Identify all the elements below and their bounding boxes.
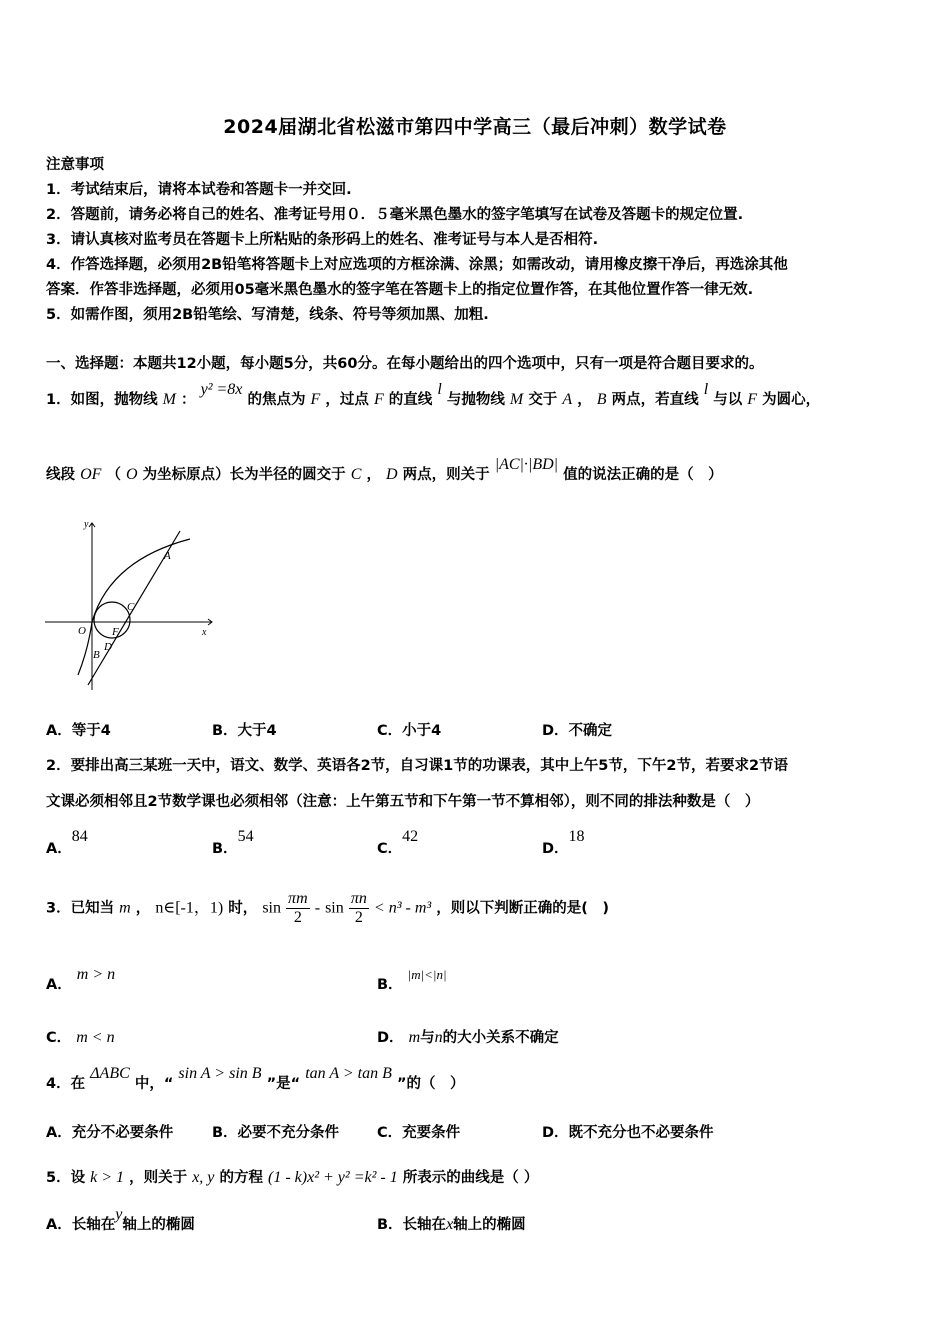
question-4: 4．在 ΔABC 中，“ sin A > sin B ”是“ tan A > tan B ”的（ ） [46,1065,465,1092]
question-2-line-2: 文课必须相邻且2节数学课也必须相邻（注意：上午第五节和下午第一节不算相邻），则不同的排法种数是（ ） [46,794,760,810]
label-b: B [93,649,100,661]
q5-option-a: A．长轴在y轴上的椭圆 [46,1206,195,1233]
product-expression: |AC|·|BD| [494,456,559,473]
q4-option-a: A．充分不必要条件 [46,1125,174,1141]
q1-option-a: A．等于4 [46,723,111,739]
curve-equation: (1 - k)x² + y² =k² - 1 [268,1169,398,1186]
q1-option-b: B．大于4 [212,723,277,739]
q2-option-a: A．84 [46,828,88,857]
question-1-line-2: 线段 OF （ O 为坐标原点）长为半径的圆交于 C ， D 两点，则关于 |AC|·|BD| 值的说法正确的是（ ） [46,456,723,483]
label-a: A [164,550,171,562]
question-5: 5．设 k > 1 ，则关于 x, y 的方程 (1 - k)x² + y² =k² - 1 所表示的曲线是（ ） [46,1169,539,1186]
notice-heading: 注意事项 [46,157,104,173]
question-1-line-1: 1．如图，抛物线 M ： y² =8x 的焦点为 F ，过点 F 的直线 l 与抛物线 M 交于 A ， B 两点，若直线 l 与以 F 为圆心， [46,381,821,408]
question-3: 3．已知当 m ， n∈[-1，1) 时， sin $\frac{\pi m}{2}$ - sin $\frac{\pi n}{2}$ < n³ - m³ ，则以下判断正确的是( ) [46,890,609,926]
q3-option-d: D． m与n的大小关系不确定 [377,1029,559,1046]
notice-item: 3．请认真核对监考员在答题卡上所粘贴的条形码上的姓名、准考证号与本人是否相符. [46,232,599,248]
q2-option-b: B．54 [212,828,254,857]
q2-option-d: D．18 [542,828,585,857]
q3-option-c: C． m < n [46,1029,115,1046]
label-f: F [112,626,119,638]
fraction-pi-m: $\frac{\pi m}{2}$ [288,890,308,926]
q1-option-c: C．小于4 [377,723,442,739]
q5-option-b: B．长轴在x轴上的椭圆 [377,1216,526,1233]
notice-item: 5．如需作图，须用2B铅笔绘、写清楚，线条、符号等须加黑、加粗. [46,307,489,323]
label-o: O [78,625,86,637]
exam-title: 2024届湖北省松滋市第四中学高三（最后冲刺）数学试卷 [223,116,727,138]
parabola-equation: y² =8x [200,381,243,398]
q3-option-a: A． m > n [46,966,116,993]
q4-option-b: B．必要不充分条件 [212,1125,340,1141]
notice-item: 4．作答选择题，必须用2B铅笔将答题卡上对应选项的方框涂满、涂黑；如需改动，请用橡皮擦干净后，再选涂其他 [46,257,788,273]
fraction-pi-n: $\frac{\pi n}{2}$ [350,890,367,926]
notice-item: 1．考试结束后，请将本试卷和答题卡一并交回. [46,182,352,198]
label-d: D [104,641,112,653]
q1-option-d: D．不确定 [542,723,613,739]
domain-condition: n∈[-1，1) [155,899,224,917]
label-y: y [84,519,89,530]
q4-option-d: D．既不充分也不必要条件 [542,1125,714,1141]
section-heading: 一、选择题：本题共12小题，每小题5分，共60分。在每小题给出的四个选项中，只有一项是符合题目要求的。 [46,356,764,372]
label-c: C [127,601,135,613]
q3-option-b: B． |m|<|n| [377,967,447,993]
q2-option-c: C．42 [377,828,419,857]
label-x: x [202,627,207,638]
notice-item: 2．答题前，请务必将自己的姓名、准考证号用０．５毫米黑色墨水的签字笔填写在试卷及答题卡的规定位置. [46,207,744,223]
question-2-line-1: 2．要排出高三某班一天中，语文、数学、英语各2节，自习课1节的功课表，其中上午5节，下午2节，若要求2节语 [46,758,789,774]
notice-item: 答案．作答非选择题，必须用05毫米黑色墨水的签字笔在答题卡上的指定位置作答，在其他位置作答一律无效. [46,282,754,298]
inequality: < n³ - m³ [373,899,432,917]
q4-option-c: C．充要条件 [377,1125,461,1141]
parabola-figure [40,515,220,695]
